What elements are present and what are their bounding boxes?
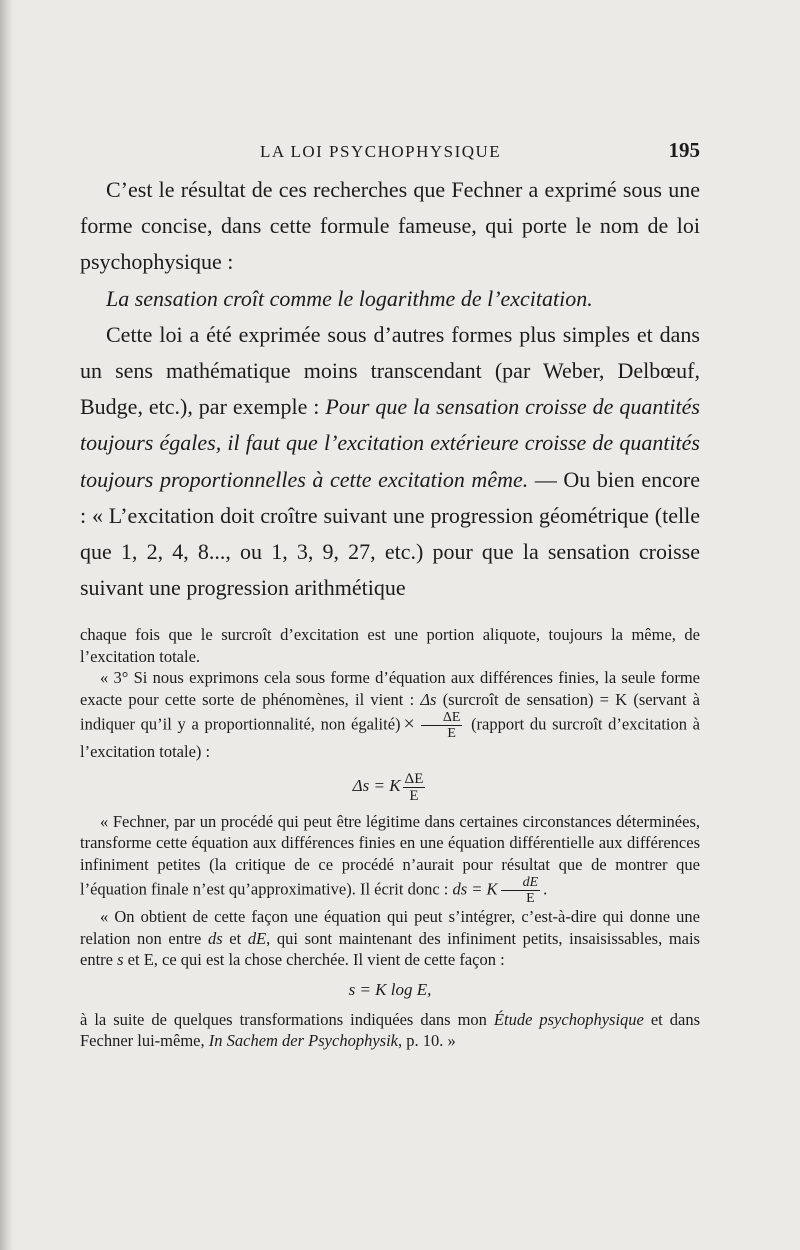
note-fechner-differential [80, 811, 700, 907]
ratio-fraction [421, 710, 463, 741]
s-symbol: s [117, 950, 124, 970]
equation1-numerator: ΔE [404, 770, 424, 787]
note5-text-a: à la suite de quelques transformations indiquées dans mon [80, 1009, 494, 1029]
running-head [260, 138, 700, 172]
main-text [80, 172, 700, 606]
footnotes [80, 624, 700, 1052]
equation-log-law [80, 973, 700, 1007]
note-reference [80, 1009, 700, 1052]
equation1-denominator: E [409, 787, 419, 804]
note3-text: « Fechner, par un procédé qui peut être légitime dans certaines circonstances déterminées, transforme cette équation aux différences finies en une équation différentielle aux différences infiniment petites (la critique de ce procédé n’aurait pour résultat que de montrer que l’équation finale n’est qu’approximative). Il écrit donc : [80, 811, 700, 899]
note-equation-finite [80, 667, 700, 763]
note5-text-b: et dans Fechner lui-même, [80, 1009, 700, 1051]
differential-numerator: dE [501, 875, 541, 891]
note4-text-b: et [222, 928, 248, 948]
delta-s-symbol: Δs [420, 689, 437, 709]
fraction-denominator: E [447, 726, 456, 742]
note3-end: . [543, 879, 548, 899]
note4-text-d: et E, ce qui est la chose cherchée. Il vient de cette façon : [123, 950, 505, 970]
weber-intro: Cette loi a été exprimée sous d’autres formes plus simples et dans un sens mathématique moins transcendant (par Weber, Delbœuf, Budge, etc.), par exemple : [80, 321, 700, 420]
paragraph-weber [80, 317, 700, 607]
weber-tail: — Ou bien encore : « L’excitation doit croître suivant une progression géométrique (telle que 1, 2, 4, 8..., ou 1, 3, 9, 27, etc.) pour que la sensation croisse suivant une progression arithmétique [80, 466, 700, 601]
note5-text-c: , p. 10. » [397, 1031, 456, 1051]
note2-text-a: « 3° Si nous exprimons cela sous forme d’équation aux différences finies, la seule forme exacte pour cette sorte de phénomènes, il vient : [80, 668, 700, 709]
equation2: s = K log E, [348, 979, 432, 999]
note-integration [80, 906, 700, 971]
fraction-numerator: ΔE [421, 710, 463, 726]
differential-denominator: E [526, 891, 535, 907]
paragraph-intro: C’est le résultat de ces recherches que Fechner a exprimé sous une forme concise, dans cette formule fameuse, qui porte le nom de loi psychophysique : [80, 177, 700, 275]
dE-symbol: dE [247, 928, 267, 948]
times-symbol: × [403, 712, 415, 735]
page-number: 195 [668, 138, 700, 162]
book-title-fechner: In Sachem der Psychophysik [208, 1031, 398, 1051]
page-binding-shadow [0, 0, 14, 1250]
weber-law-italic: Pour que la sensation croisse de quantités toujours égales, il faut que l’excitation extérieure croisse de quantités toujours proportionnelles à cette excitation même. [80, 394, 700, 492]
differential-fraction [501, 875, 541, 906]
equation1-fraction [403, 771, 426, 804]
note-continuation: chaque fois que le surcroît d’excitation est une portion aliquote, toujours la même, de l’excitation totale. [80, 625, 700, 666]
note2-text-c: (rapport du surcroît d’excitation à l’excitation totale) : [80, 714, 701, 762]
law-statement: La sensation croît comme le logarithme de l’excitation. [106, 285, 593, 311]
equation1-lhs: Δs = K [352, 775, 401, 795]
running-title: LA LOI PSYCHOPHYSIQUE [260, 142, 502, 161]
page-content [80, 138, 700, 1052]
differential-equation-lhs: ds = K [452, 879, 498, 899]
equation-finite-differences [80, 765, 700, 807]
note4-text-c: , qui sont maintenant des infiniment petits, insaisissables, mais entre [80, 928, 700, 970]
note2-text-b: (surcroît de sensation) = K (servant à indiquer qu’il y a proportionnalité, non égalité) [80, 689, 700, 734]
note4-text-a: « On obtient de cette façon une équation qui peut s’intégrer, c’est-à-dire qui donne une relation non entre [80, 907, 700, 948]
book-title-etude: Étude psychophysique [493, 1009, 644, 1029]
ds-symbol: ds [208, 928, 223, 948]
